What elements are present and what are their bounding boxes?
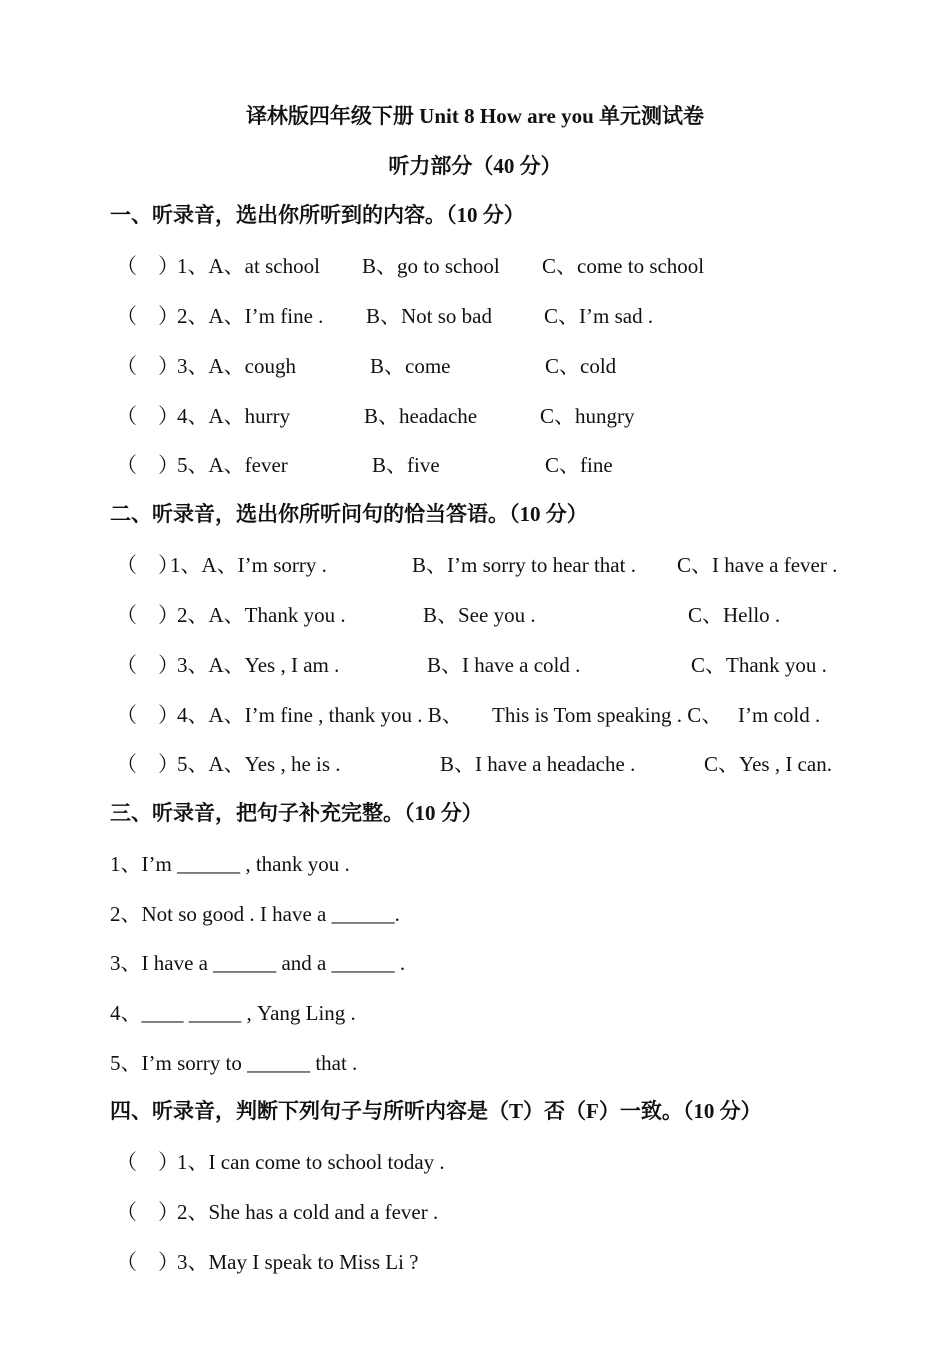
true-false-statement: 2、She has a cold and a fever . <box>177 1200 439 1224</box>
fill-in-sentence: 2、Not so good . I have a ______. <box>110 902 400 926</box>
true-false-statement: 3、May I speak to Miss Li ? <box>177 1250 419 1274</box>
question-option-c: C、cold <box>545 354 617 378</box>
question-option-c: C、come to school <box>542 254 705 278</box>
answer-bracket: （ ） <box>116 752 179 776</box>
section-heading-1: 一、听录音，选出你所听到的内容。（10 分） <box>110 203 525 227</box>
question-option-b: B、I have a cold . <box>427 653 581 677</box>
true-false-row <box>0 1197 439 1227</box>
section-heading-2: 二、听录音，选出你所听问句的恰当答语。（10 分） <box>110 502 588 526</box>
answer-bracket: （ ） <box>116 603 179 627</box>
question-option-a: 4、A、I’m fine , thank you . B、 <box>177 703 463 727</box>
answer-bracket: （ ） <box>116 404 179 428</box>
question-option-c: I’m cold . <box>738 703 821 727</box>
question-option-b: B、I’m sorry to hear that . <box>412 553 636 577</box>
question-row <box>0 749 832 779</box>
question-option-c: C、I have a fever . <box>677 553 838 577</box>
fill-in-line <box>0 849 350 879</box>
question-option-a: 1、A、at school <box>177 254 320 278</box>
answer-bracket: （ ） <box>116 1150 179 1174</box>
section-heading-4: 四、听录音，判断下列句子与所听内容是（T）否（F）一致。（10 分） <box>110 1099 762 1123</box>
fill-in-line <box>0 998 356 1028</box>
answer-bracket: （ ） <box>116 1250 179 1274</box>
question-option-b: This is Tom speaking . C、 <box>492 703 723 727</box>
question-option-c: C、Hello . <box>688 603 781 627</box>
question-option-b: B、headache <box>364 404 478 428</box>
answer-bracket: （ ） <box>116 354 179 378</box>
question-option-c: C、I’m sad . <box>544 304 654 328</box>
question-option-b: B、come <box>370 354 451 378</box>
question-row <box>0 550 838 580</box>
question-option-a: 5、A、fever <box>177 453 288 477</box>
question-option-a: 2、A、I’m fine . <box>177 304 324 328</box>
fill-in-line <box>0 948 406 978</box>
question-row <box>0 251 705 281</box>
fill-in-sentence: 4、____ _____ , Yang Ling . <box>110 1001 356 1025</box>
fill-in-sentence: 3、I have a ______ and a ______ . <box>110 951 406 975</box>
question-row <box>0 450 613 480</box>
question-option-b: B、five <box>372 453 440 477</box>
question-row <box>0 351 617 381</box>
answer-bracket: （ ） <box>116 1200 179 1224</box>
question-option-a: 4、A、hurry <box>177 404 291 428</box>
question-option-a: 2、A、Thank you . <box>177 603 346 627</box>
true-false-row <box>0 1147 445 1177</box>
section-heading-3: 三、听录音，把句子补充完整。（10 分） <box>110 801 483 825</box>
question-option-c: C、hungry <box>540 404 635 428</box>
question-option-a: 3、A、cough <box>177 354 296 378</box>
question-option-a: 3、A、Yes , I am . <box>177 653 340 677</box>
question-row <box>0 650 827 680</box>
page-title: 译林版四年级下册 Unit 8 How are you 单元测试卷 <box>245 104 705 128</box>
question-option-c: C、fine <box>545 453 613 477</box>
question-row <box>0 301 654 331</box>
question-option-a: 1、A、I’m sorry . <box>170 553 327 577</box>
question-option-b: B、go to school <box>362 254 500 278</box>
answer-bracket: （ ） <box>116 304 179 328</box>
answer-bracket: （ ） <box>116 703 179 727</box>
true-false-statement: 1、I can come to school today . <box>177 1150 445 1174</box>
answer-bracket: （ ） <box>116 653 179 677</box>
fill-in-sentence: 1、I’m ______ , thank you . <box>110 852 350 876</box>
question-option-b: B、See you . <box>423 603 536 627</box>
fill-in-line <box>0 899 400 929</box>
fill-in-line <box>0 1048 358 1078</box>
question-option-a: 5、A、Yes , he is . <box>177 752 341 776</box>
answer-bracket: （ ） <box>116 453 179 477</box>
true-false-row <box>0 1247 419 1277</box>
question-option-b: B、Not so bad <box>366 304 492 328</box>
fill-in-sentence: 5、I’m sorry to ______ that . <box>110 1051 358 1075</box>
question-row <box>0 600 781 630</box>
answer-bracket: （ ） <box>116 254 179 278</box>
question-option-c: C、Thank you . <box>691 653 827 677</box>
page-subtitle: 听力部分（40 分） <box>388 154 562 178</box>
question-row <box>0 401 635 431</box>
question-option-b: B、I have a headache . <box>440 752 636 776</box>
question-row <box>0 700 821 730</box>
answer-bracket: （ ） <box>116 553 179 577</box>
question-option-c: C、Yes , I can. <box>704 752 832 776</box>
